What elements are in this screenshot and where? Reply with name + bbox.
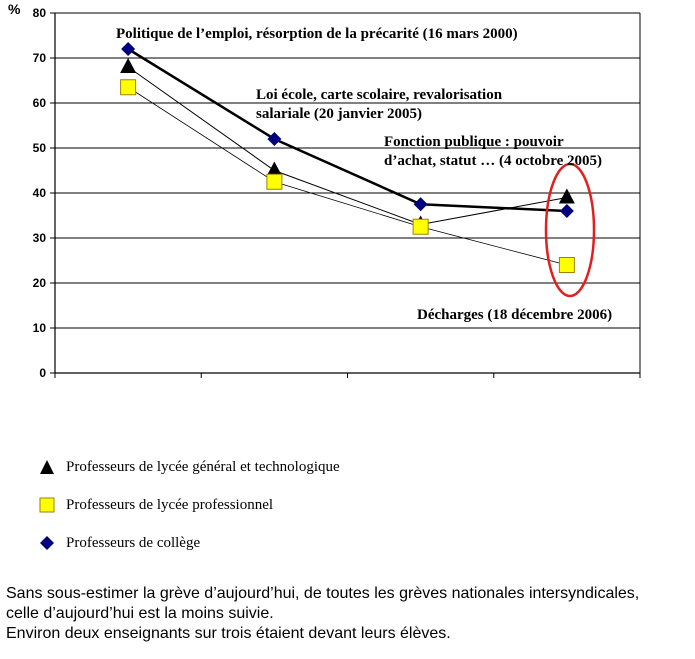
- y-tick-label: 40: [32, 186, 46, 200]
- y-tick-label: 10: [32, 321, 46, 335]
- annotation-text: Fonction publique : pouvoir: [384, 134, 564, 150]
- y-tick-label: 30: [32, 231, 46, 245]
- legend-item-lycee-general: [38, 448, 340, 486]
- data-point-triangle: [559, 189, 575, 204]
- data-point-square: [559, 258, 574, 273]
- y-tick-label: 80: [32, 6, 46, 20]
- data-point-diamond: [560, 204, 574, 218]
- axes: [55, 13, 640, 378]
- y-tick-label: 50: [32, 141, 46, 155]
- y-axis-ticks: [33, 6, 55, 380]
- square-marker-icon: [38, 497, 60, 513]
- caption: [6, 584, 694, 644]
- y-tick-label: 0: [39, 366, 46, 380]
- legend-label: Professeurs de collège: [66, 534, 201, 551]
- data-point-square: [121, 80, 136, 95]
- y-axis-label: %: [8, 1, 21, 17]
- annotation-text: Loi école, carte scolaire, revalorisation: [256, 87, 503, 103]
- caption-line-2: celle d’aujourd’hui est la moins suivie.: [6, 605, 274, 622]
- legend-item-college: [38, 524, 340, 562]
- annotation-text: Décharges (18 décembre 2006): [417, 307, 613, 323]
- data-point-square: [267, 174, 282, 189]
- data-point-diamond: [414, 197, 428, 211]
- data-point-diamond: [267, 132, 281, 146]
- caption-line-3: Environ deux enseignants sur trois étaient devant leurs élèves.: [6, 625, 451, 642]
- y-tick-label: 20: [32, 276, 46, 290]
- legend-label: Professeurs de lycée général et technologique: [66, 458, 340, 475]
- diamond-marker-icon: [38, 535, 60, 551]
- y-tick-label: 70: [32, 51, 46, 65]
- data-point-triangle: [120, 58, 136, 73]
- legend-label: Professeurs de lycée professionnel: [66, 496, 274, 513]
- legend: [38, 448, 340, 562]
- highlight-ellipse: [546, 164, 594, 296]
- annotation-text: Politique de l’emploi, résorption de la précarité (16 mars 2000): [116, 26, 518, 42]
- annotations: [116, 26, 612, 323]
- annotation-text: d’achat, statut … (4 octobre 2005): [384, 153, 603, 169]
- data-point-square: [413, 219, 428, 234]
- annotation-text: salariale (20 janvier 2005): [256, 106, 422, 122]
- data-point-diamond: [121, 42, 135, 56]
- legend-item-lycee-professionnel: [38, 486, 340, 524]
- y-tick-label: 60: [32, 96, 46, 110]
- triangle-marker-icon: [38, 459, 60, 475]
- caption-line-1: Sans sous-estimer la grève d’aujourd’hui, de toutes les grèves nationales intersyndicales,: [6, 585, 640, 602]
